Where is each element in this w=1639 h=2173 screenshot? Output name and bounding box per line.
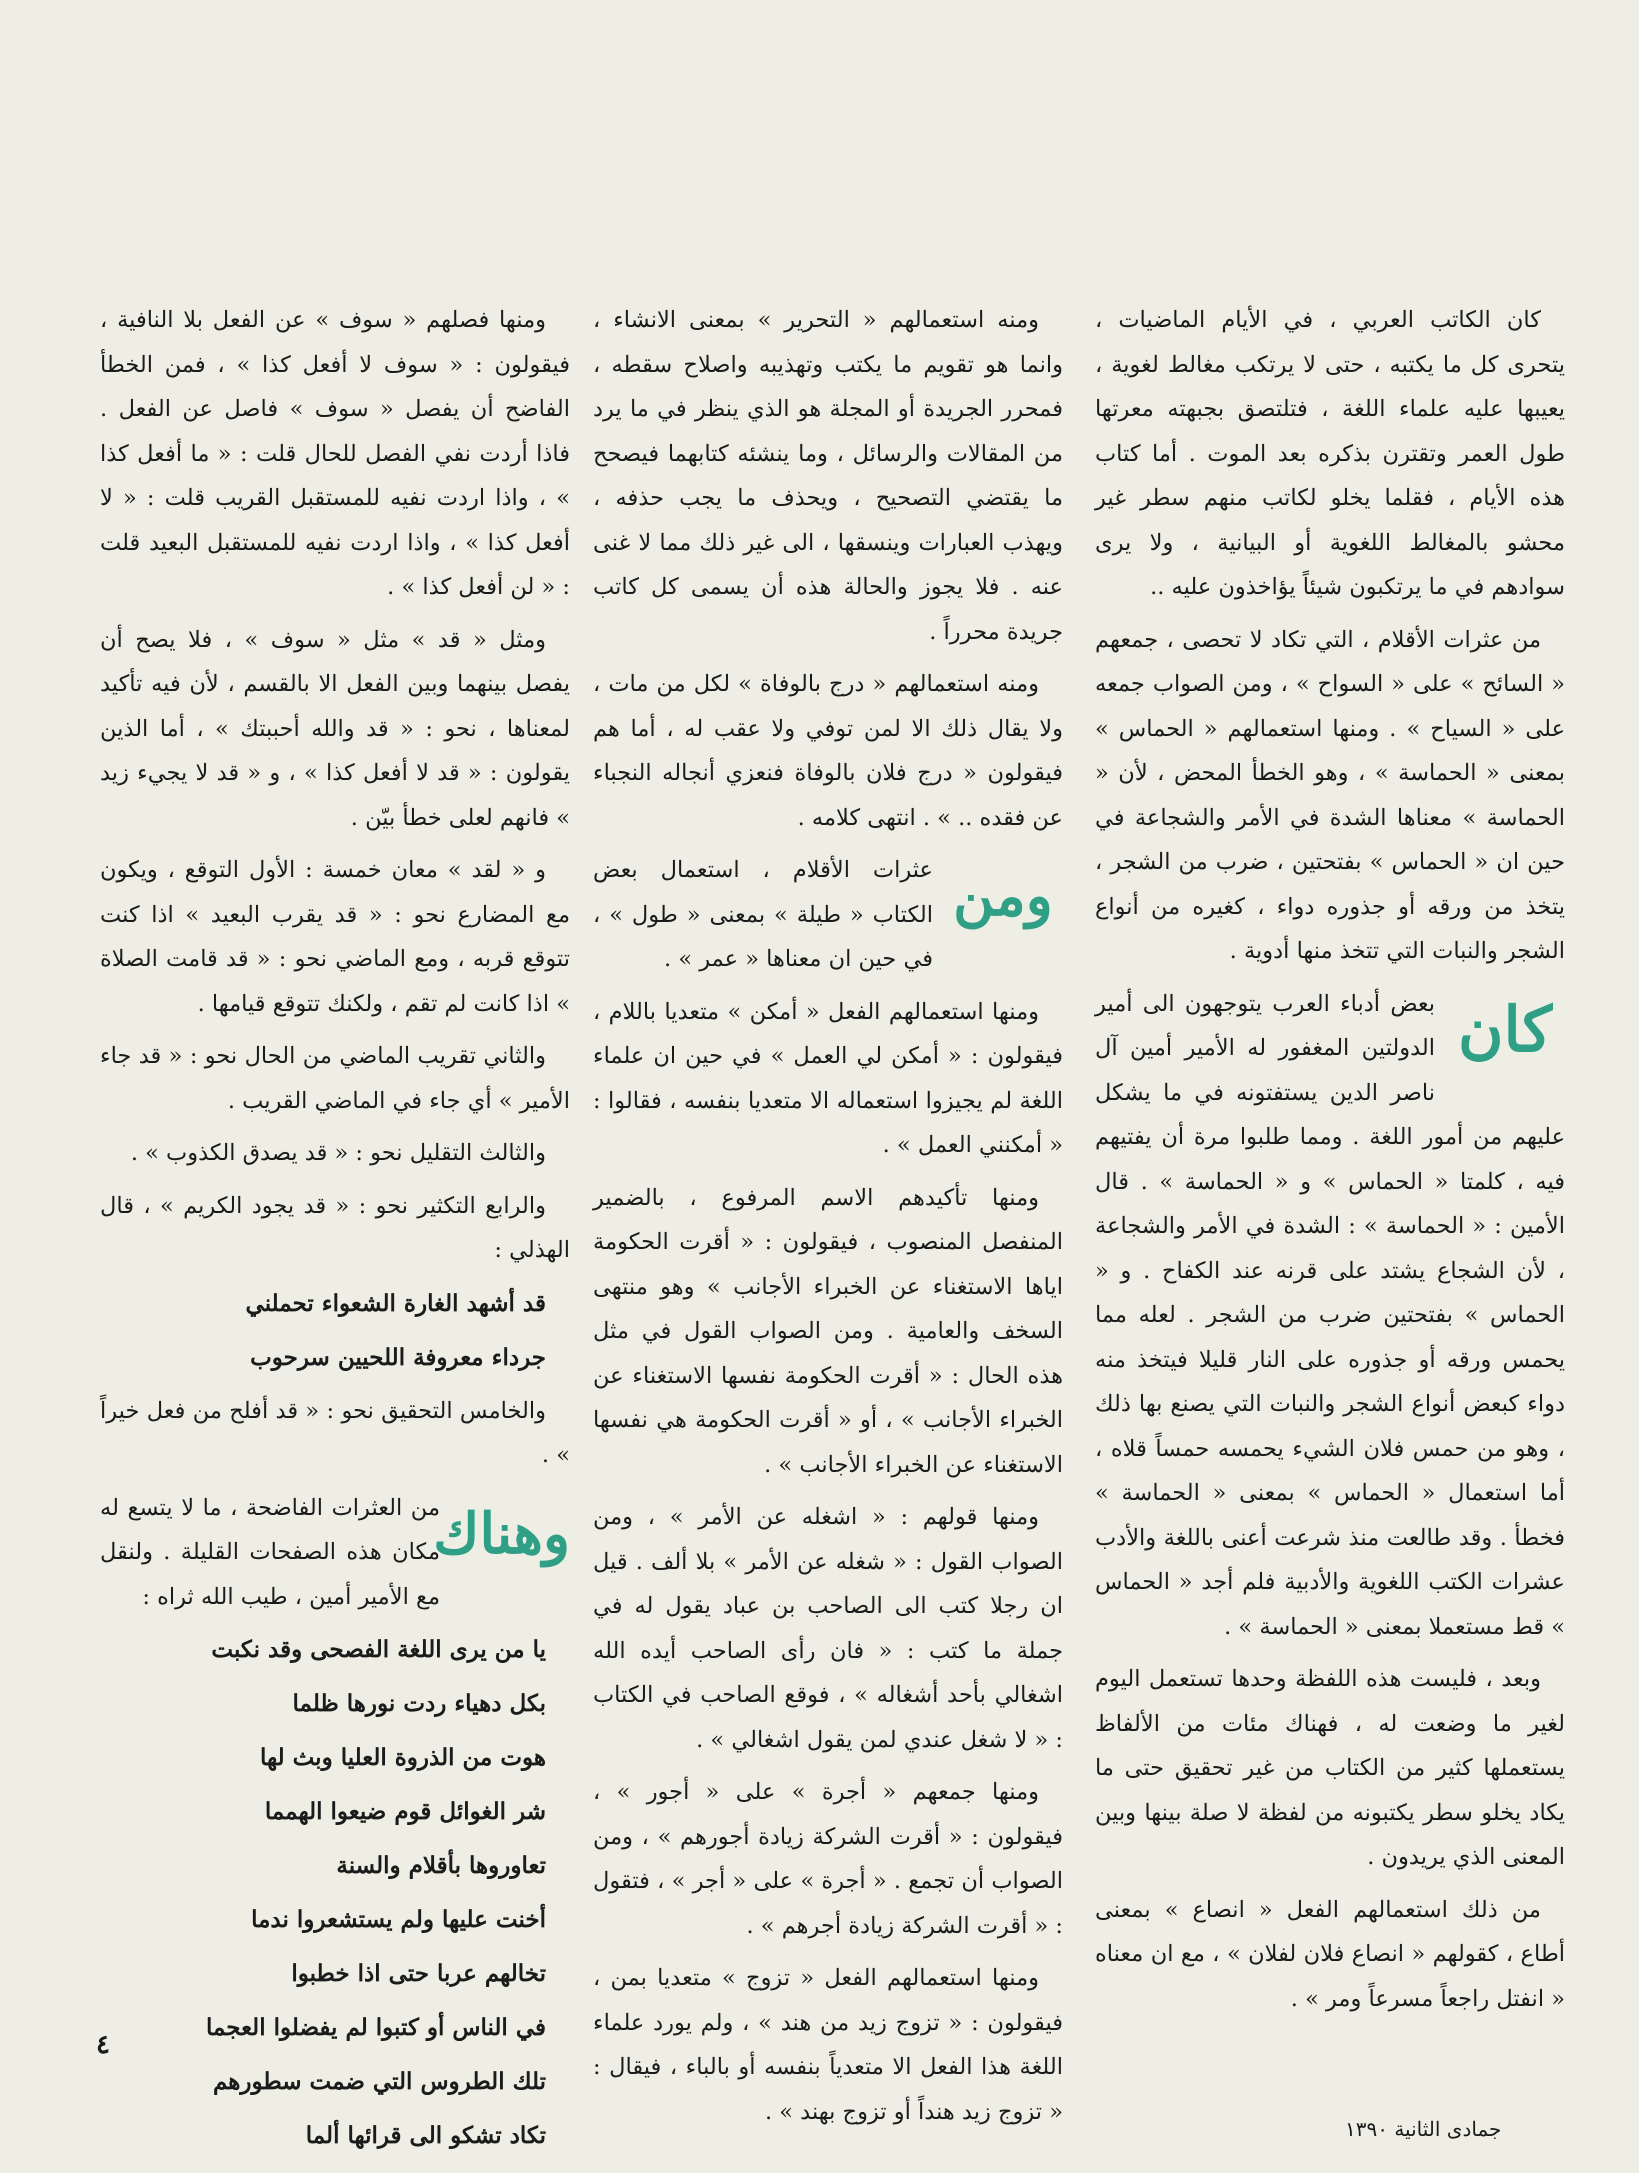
paragraph: ومثل « قد » مثل « سوف » ، فلا يصح أن يفصل بينهما وبين الفعل الا بالقسم ، لأن فيه تأكيد لمعناها ، نحو : « قد والله أحببتك » ، أما الذين يقولون : « قد لا أفعل كذا » ، و « قد لا يجيء زيد » فانهم لعلى خطأ بيّن . — [100, 626, 570, 831]
poem-line: بكل دهياء ردت نورها ظلما — [292, 1690, 546, 1717]
paragraph: وبعد ، فليست هذه اللفظة وحدها تستعمل اليوم لغير ما وضعت له ، فهناك مئات من الألفاظ يستعملها كثير من الكتاب من غير تحقيق حتى ما يكاد يخلو سطر يكتبونه من لفظة لا صلة بينها وبين المعنى الذي يريدون . — [1095, 1666, 1565, 1870]
dropcap-ornament: كان — [1458, 992, 1552, 1066]
dropcap-paragraph — [100, 1486, 570, 1620]
paragraph: ومنها فصلهم « سوف » عن الفعل بلا النافية ، فيقولون : « سوف لا أفعل كذا » ، فمن الخطأ الفاضح أن يفصل « سوف » فاصل عن الفعل . فاذا أردت نفي الفصل للحال قلت : « ما أفعل كذا » ، واذا اردت نفيه للمستقبل القريب قلت : « لا أفعل كذا » ، واذا اردت نفيه للمستقبل البعيد قلت : « لن أفعل كذا » . — [100, 307, 570, 600]
paragraph: ومنها جمعهم « أجرة » على « أجور » ، فيقولون : « أقرت الشركة زيادة أجورهم » ، ومن الصواب أن تجمع . « أجرة » على « أجر » ، فتقول : « أقرت الشركة زيادة أجرهم » . — [593, 1779, 1063, 1939]
paragraph: والرابع التكثير نحو : « قد يجود الكريم » ، قال الهذلي : — [100, 1192, 570, 1263]
paragraph: من العثرات الفاضحة ، ما لا يتسع له مكان هذه الصفحات القليلة . ولنقل مع الأمير أمين ، طيب الله ثراه : — [100, 1494, 440, 1610]
poem-line: يا من يرى اللغة الفصحى وقد نكبت — [211, 1636, 546, 1663]
paragraph: عثرات الأقلام ، استعمال بعض الكتاب « طيلة » بمعنى « طول » ، في حين ان معناها « عمر » . — [593, 857, 933, 972]
paragraph: والخامس التحقيق نحو : « قد أفلح من فعل خيراً » . — [100, 1397, 570, 1468]
paragraph: ومنها استعمالهم الفعل « تزوج » متعديا بمن ، فيقولون : « تزوج زيد من هند » ، ولم يورد علماء اللغة هذا الفعل الا متعدياً بنفسه أو بالباء ، فيقال : « تزوج زيد هنداً أو تزوج بهند » . — [593, 1965, 1063, 2125]
paragraph: من عثرات الأقلام ، التي تكاد لا تحصى ، جمعهم « السائح » على « السواح » ، ومن الصواب جمعه على « السياح » . ومنها استعمالهم « الحماس » بمعنى « الحماسة » ، وهو الخطأ المحض ، لأن « الحماسة » معناها الشدة في الأمر والشجاعة في حين ان « الحماس » بفتحتين ، ضرب من الشجر ، يتخذ من ورقه أو جذوره دواء ، كغيره من أنواع الشجر والنبات التي تتخذ منها أدوية . — [1095, 626, 1565, 964]
paragraph: ومنها قولهم : « اشغله عن الأمر » ، ومن الصواب القول : « شغله عن الأمر » بلا ألف . قيل ان رجلا كتب الى الصاحب بن عباد يقول له في جملة ما كتب : « فان رأى الصاحب أيده الله اشغالي بأحد أشغاله » ، فوقع الصاحب في الكتاب : « لا شغل عندي لمن يقول اشغالي » . — [593, 1504, 1064, 1753]
paragraph: ومنه استعمالهم « درج بالوفاة » لكل من مات ، ولا يقال ذلك الا لمن توفي ولا عقب له ، أما هم فيقولون « درج فلان بالوفاة فنعزي أنجاله النجباء عن فقده .. » . انتهى كلامه . — [593, 671, 1063, 831]
dropcap-ornament: وهناك — [433, 1500, 570, 1567]
article-column-right — [1095, 298, 1565, 2029]
paragraph: من ذلك استعمالهم الفعل « انصاع » بمعنى أطاع ، كقولهم « انصاع فلان لفلان » ، مع ان معناه « انفتل راجعاً مسرعاً ومر » . — [1095, 1896, 1565, 2012]
poem-line: تخالهم عربا حتى اذا خطبوا — [291, 1960, 546, 1987]
poem — [100, 1627, 570, 2159]
paragraph: بعض أدباء العرب يتوجهون الى أمير الدولتين المغفور له الأمير أمين آل ناصر الدين يستفتونه في ما يشكل عليهم من أمور اللغة . ومما طلبوا مرة أن يفتيهم فيه ، كلمتا « الحماس » و « الحماسة » . قال الأمين : « الحماسة » : الشدة في الأمر والشجاعة ، لأن الشجاع يشتد على قرنه عند الكفاح . و « الحماس » بفتحتين ضرب من الشجر . لعله مما يحمس ورقه أو جذوره على النار قليلا فيتخذ منه دواء كبعض أنواع الشجر والنبات التي يصنع بها ذلك ، وهو من حمس فلان الشيء يحمسه حمساً قلاه ، أما استعمال « الحماس » بمعنى « الحماسة » فخطأ . وقد طالعت منذ شرعت أعنى باللغة والأدب عشرات الكتب اللغوية والأدبية فلم أجد « الحماس » قط مستعملا بمعنى « الحماسة » . — [1095, 990, 1565, 1640]
article-column-left — [100, 298, 570, 2167]
dropcap-paragraph — [593, 848, 1063, 982]
paragraph: والثالث التقليل نحو : « قد يصدق الكذوب » . — [130, 1140, 546, 1166]
verse-line: قد أشهد الغارة الشعواء تحملني — [245, 1289, 546, 1317]
verse-line: جرداء معروفة اللحيين سرحوب — [250, 1343, 546, 1371]
poem-line: تكاد تشكو الى قرائها ألما — [305, 2122, 546, 2149]
paragraph: ومنها استعمالهم الفعل « أمكن » متعديا باللام ، فيقولون : « أمكن لي العمل » في حين ان علماء اللغة لم يجيزوا استعماله الا متعديا بنفسه ، فقالوا : « أمكنني العمل » . — [593, 998, 1063, 1158]
dropcap-ornament: ومن — [953, 863, 1053, 929]
poem-line: شر الغوائل قوم ضيعوا الهمما — [264, 1798, 546, 1825]
poem-line: أخنت عليها ولم يستشعروا ندما — [251, 1906, 546, 1933]
page-number: ٤ — [96, 2030, 110, 2060]
paragraph: كان الكاتب العربي ، في الأيام الماضيات ، يتحرى كل ما يكتبه ، حتى لا يرتكب مغالط لغوية ، يعيبها عليه علماء اللغة ، فتلتصق بجبهته معرتها طول العمر وتقترن بذكره بعد الموت . أما كتاب هذه الأيام ، فقلما يخلو لكاتب منهم سطر غير محشو بالمغالط اللغوية أو البيانية ، ولا يرى سوادهم في ما يرتكبون شيئاً يؤاخذون عليه .. — [1095, 307, 1565, 600]
poem-line: هوت من الذروة العليا وبث لها — [259, 1744, 546, 1771]
paragraph: والثاني تقريب الماضي من الحال نحو : « قد جاء الأمير » أي جاء في الماضي القريب . — [100, 1043, 570, 1114]
poem-line: في الناس أو كتبوا لم يفضلوا العجما — [205, 2014, 546, 2041]
paragraph: ومنه استعمالهم « التحرير » بمعنى الانشاء ، وانما هو تقويم ما يكتب وتهذيبه واصلاح سقطه ، فمحرر الجريدة أو المجلة هو الذي ينظر في ما يرد من المقالات والرسائل ، وما ينشئه كتابهما فيصحح ما يقتضي التصحيح ، ويحذف ما يجب حذفه ، ويهذب العبارات وينسقها ، الى غير ذلك مما لا غنى عنه . فلا يجوز والحالة هذه أن يسمى كل كاتب جريدة محرراً . — [593, 307, 1063, 645]
article-column-middle — [593, 298, 1063, 2142]
poem-line: تعاوروها بأقلام والسنة — [336, 1852, 546, 1879]
paragraph: ومنها تأكيدهم الاسم المرفوع ، بالضمير المنفصل المنصوب ، فيقولون : « أقرت الحكومة اياها الاستغناء عن الخبراء الأجانب » وهو منتهى السخف والعامية . ومن الصواب القول في مثل هذه الحال : « أقرت الحكومة نفسها الاستغناء عن الخبراء الأجانب » ، أو « أقرت الحكومة هي نفسها الاستغناء عن الخبراء الأجانب » . — [593, 1184, 1063, 1478]
paragraph: و « لقد » معان خمسة : الأول التوقع ، ويكون مع المضارع نحو : « قد يقرب البعيد » اذا كنت تتوقع قربه ، ومع الماضي نحو : « قد قامت الصلاة » اذا كانت لم تقم ، ولكنك تتوقع قيامها . — [100, 857, 570, 1017]
poem-line: تلك الطروس التي ضمت سطورهم — [212, 2068, 546, 2095]
issue-date: جمادى الثانية ١٣٩٠ — [1345, 2117, 1502, 2141]
dropcap-paragraph — [1095, 982, 1565, 1650]
